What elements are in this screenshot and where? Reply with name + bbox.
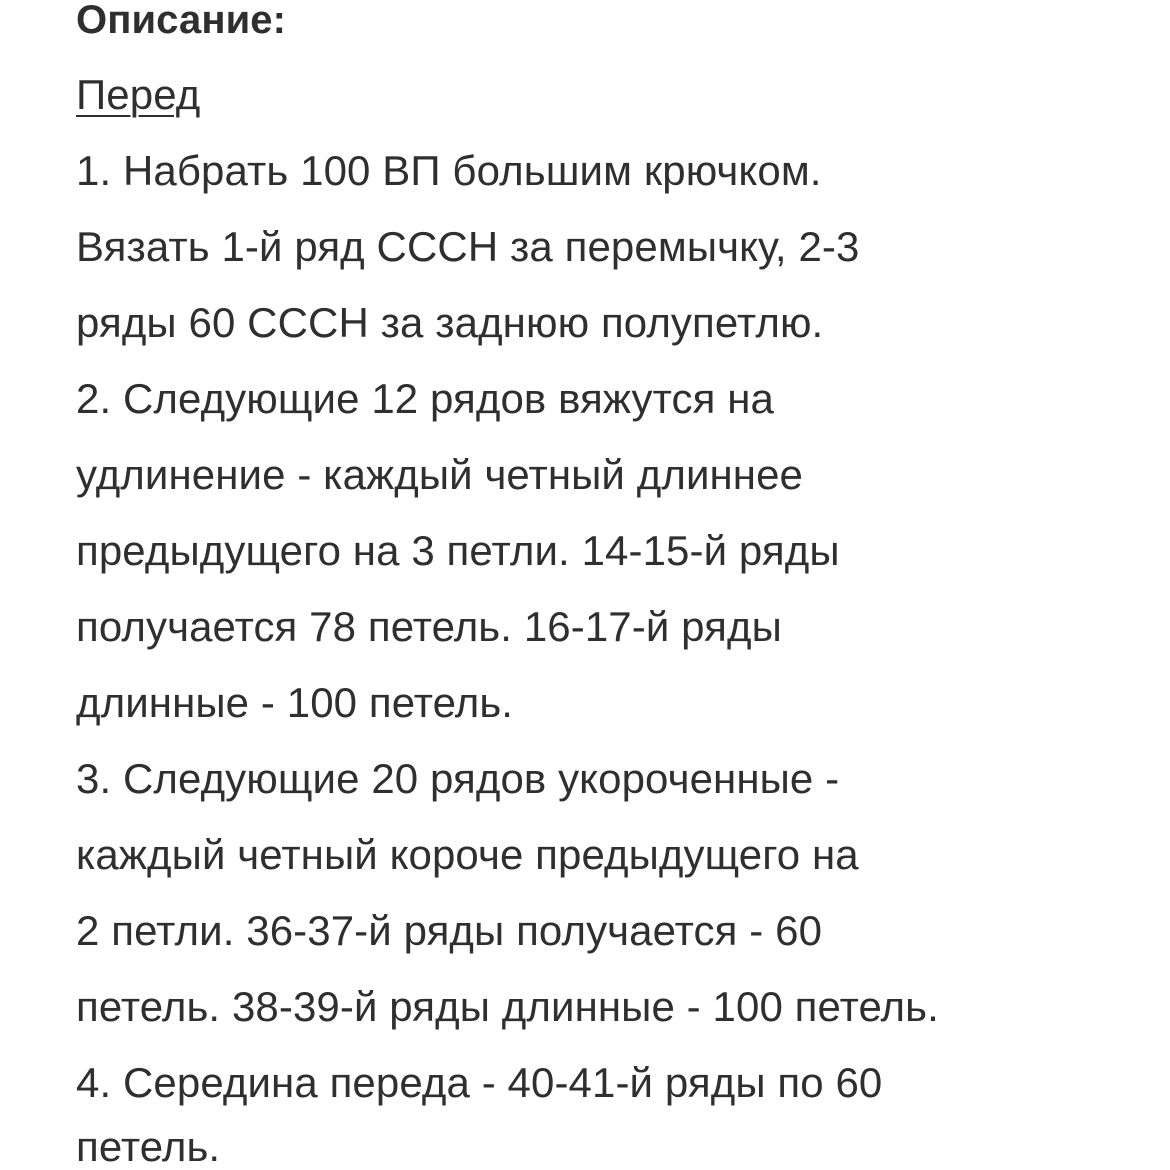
text-line: предыдущего на 3 петли. 14-15-й ряды <box>76 527 840 574</box>
text-line: каждый четный короче предыдущего на <box>76 831 859 878</box>
text-line: петель. <box>76 1123 221 1170</box>
text-line: удлинение - каждый четный длиннее <box>76 451 804 498</box>
text-line: петель. 38-39-й ряды длинные - 100 петель. <box>76 983 939 1030</box>
text-line: получается 78 петель. 16-17-й ряды <box>76 603 782 650</box>
text-line: 4. Середина переда - 40-41-й ряды по 60 <box>76 1059 883 1106</box>
text-line: 2 петли. 36-37-й ряды получается - 60 <box>76 907 823 954</box>
text-line: длинные - 100 петель. <box>76 679 514 726</box>
text-line: 1. Набрать 100 ВП большим крючком. <box>76 147 822 194</box>
text-line: ряды 60 СССН за заднюю полупетлю. <box>76 299 824 346</box>
section-heading-front: Перед <box>76 71 201 118</box>
text-line: 3. Следующие 20 рядов укороченные - <box>76 755 840 802</box>
description-title: Описание: <box>76 0 287 42</box>
text-line: Вязать 1-й ряд СССН за перемычку, 2-3 <box>76 223 860 270</box>
text-line: 2. Следующие 12 рядов вяжутся на <box>76 375 774 422</box>
